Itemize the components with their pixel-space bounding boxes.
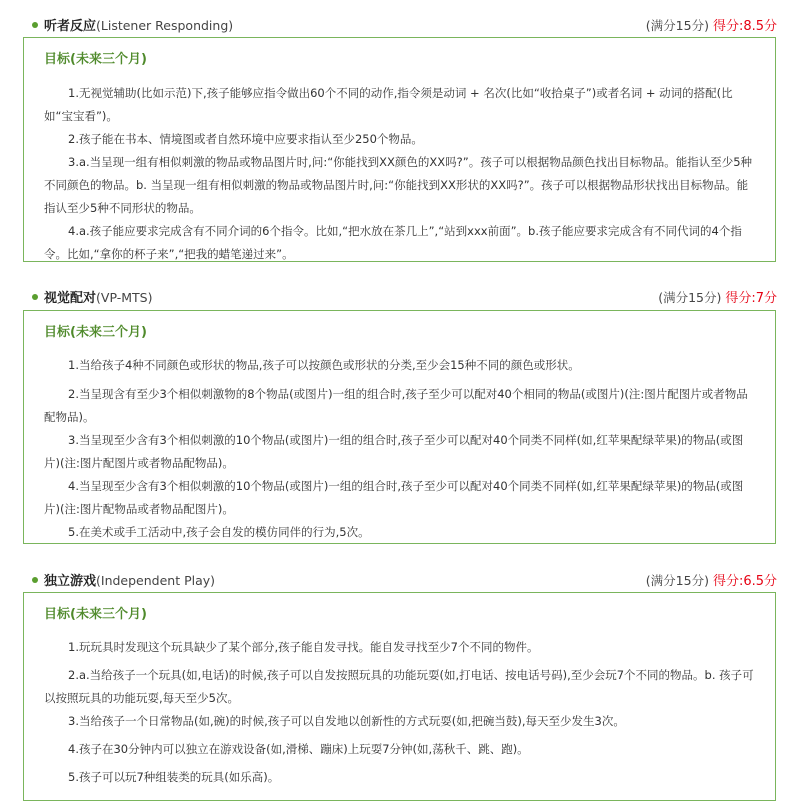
section-subtitle: (Independent Play) [96,573,216,588]
goal-item: 5.在美术或手工活动中,孩子会自发的模仿同伴的行为,5次。 [68,525,370,539]
goal-item: 1.玩玩具时发现这个玩具缺少了某个部分,孩子能自发寻找。能自发寻找至少7个不同的物件。 [68,640,539,654]
full-score: (满分15分) [645,573,709,588]
section-independent-play [0,571,795,784]
goal-item: 3.a.当呈现一组有相似刺激的物品或物品图片时,问:“你能找到XX颜色的XX吗?”。孩子可以根据物品颜色找出目标物品。能指认至少5种不同颜色的物品。b. 当呈现一组有相似刺激的物品或物品图片时,问:“你能找到XX形状的XX吗?”。孩子可以根据物品形状找出目标物品。能指认至少5种不同形状的物品。 [44,155,753,215]
score-value: 得分:8.5分 [712,19,777,34]
goals-box [23,37,776,262]
score-area [646,571,777,592]
full-score: (满分15分) [645,18,709,33]
goal-item: 3.当给孩子一个日常物品(如,碗)的时候,孩子可以自发地以创新性的方式玩耍(如,把碗当鼓),每天至少发生3次。 [68,714,625,728]
section-title [44,288,152,309]
goals-box [23,592,776,801]
full-score: (满分15分) [658,290,722,305]
goal-heading: 目标(未来三个月) [44,607,147,622]
goal-item: 3.当呈现至少含有3个相似刺激的10个物品(或图片)一组的组合时,孩子至少可以配对40个同类不同样(如,红苹果配绿苹果)的物品(或图片)(注:图片配图片或者物品配物品)。 [44,433,744,470]
score-area [646,16,777,37]
score-value: 得分:6.5分 [712,574,777,589]
section-subtitle: (Listener Responding) [96,18,234,33]
section-subtitle: (VP-MTS) [96,290,153,305]
goal-item: 1.无视觉辅助(比如示范)下,孩子能够应指令做出60个不同的动作,指令须是动词 + 名次(比如“收拾桌子”)或者名词 + 动词的搭配(比如“宝宝看”)。 [44,86,733,123]
goal-heading: 目标(未来三个月) [44,52,147,67]
bullet-dot-icon [32,577,38,583]
section-name: 听者反应 [44,19,97,34]
goal-item: 4.孩子在30分钟内可以独立在游戏设备(如,滑梯、蹦床)上玩耍7分钟(如,荡秋千、跳、跑)。 [68,742,529,756]
score-value: 得分:7分 [725,291,777,306]
goal-heading: 目标(未来三个月) [44,325,147,340]
goal-item: 4.当呈现至少含有3个相似刺激的10个物品(或图片)一组的组合时,孩子至少可以配对40个同类不同样(如,红苹果配绿苹果)的物品(或图片)(注:图片配物品或者物品配图片)。 [44,479,744,516]
goals-box [23,310,776,544]
section-title [44,16,233,37]
goal-item: 1.当给孩子4种不同颜色或形状的物品,孩子可以按颜色或形状的分类,至少会15种不同的颜色或形状。 [68,358,580,372]
section-visual-matching [0,288,795,539]
bullet-dot-icon [32,22,38,28]
section-name: 视觉配对 [44,291,97,306]
goal-item: 2.孩子能在书本、情境图或者自然环境中应要求指认至少250个物品。 [68,132,423,146]
section-name: 独立游戏 [44,574,97,589]
section-header [0,16,795,36]
goal-item: 2.a.当给孩子一个玩具(如,电话)的时候,孩子可以自发按照玩具的功能玩耍(如,打电话、按电话号码),至少会玩7个不同的物品。b. 孩子可以按照玩具的功能玩耍,每天至少5次。 [44,668,754,705]
section-title [44,571,215,592]
goal-item: 2.当呈现含有至少3个相似刺激物的8个物品(或图片)一组的组合时,孩子至少可以配对40个相同的物品(或图片)(注:图片配图片或者物品配物品)。 [44,387,748,424]
bullet-dot-icon [32,294,38,300]
section-listener-responding [0,16,795,261]
section-header [0,288,795,308]
score-area [658,288,777,309]
section-header [0,571,795,591]
goal-item: 4.a.孩子能应要求完成含有不同介词的6个指令。比如,“把水放在茶几上”,“站到xxx前面”。b.孩子能应要求完成含有不同代词的4个指令。比如,“拿你的杯子来”,“把我的蜡笔递过来”。 [44,224,742,261]
goal-item: 5.孩子可以玩7种组装类的玩具(如乐高)。 [68,770,280,784]
